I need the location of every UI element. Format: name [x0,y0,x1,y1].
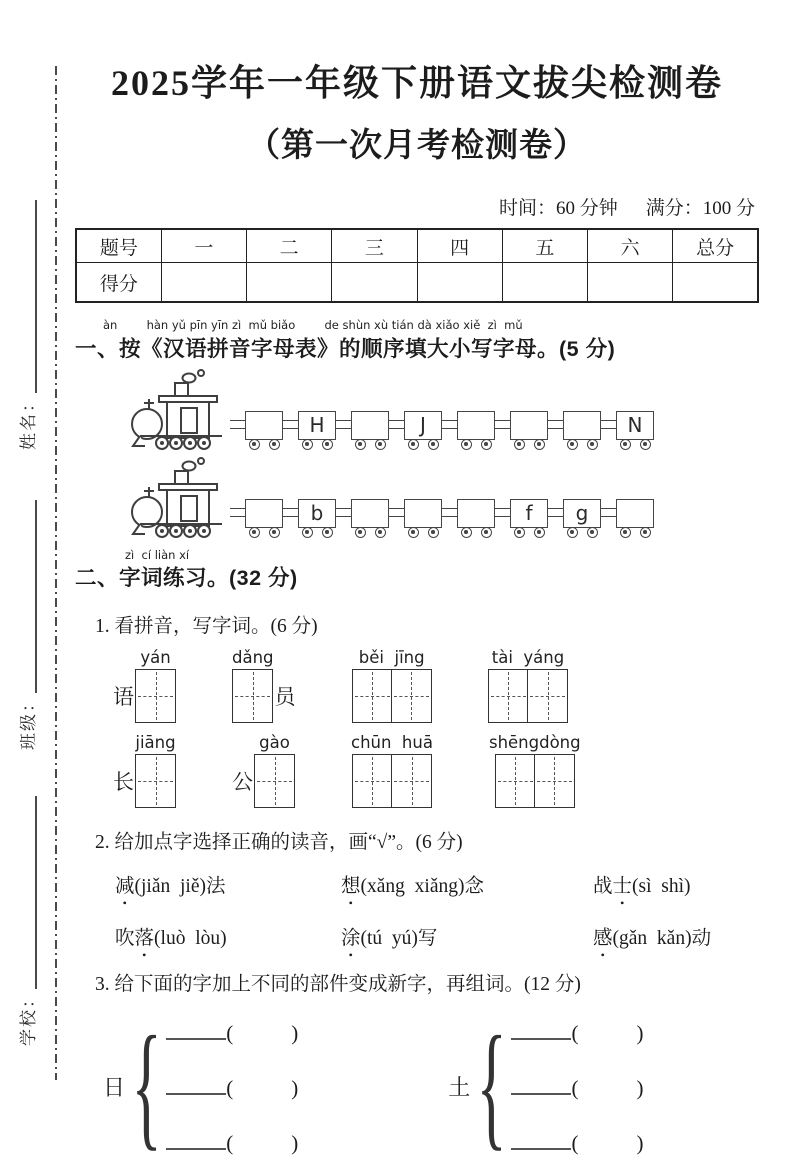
train-car [563,499,601,539]
student-school-field [14,761,39,1046]
school-label: 学校： [19,989,38,1046]
score-table-header: 一 [161,229,246,263]
paren-open: ( [226,1020,234,1045]
score-table [75,228,759,303]
section-2-title: 二、字词练习。(32 分) [75,566,298,591]
paren-close: ) [636,1020,644,1045]
letter-given-box: f [510,499,548,528]
pronunciation-options[interactable]: (gǎn kǎn) [612,928,692,950]
train-coupler [601,420,616,429]
train-coupler [548,420,563,429]
pinyin-label: gào [259,733,290,753]
hanzi-writing-box[interactable] [352,754,393,808]
q3-answer-row [166,1072,298,1101]
q2-item [115,870,341,898]
score-cell[interactable] [332,263,417,303]
train-car [298,411,336,451]
q2-item [115,922,341,950]
train-coupler [495,508,510,517]
car-wheels [567,527,598,539]
train-coupler [601,508,616,517]
train-lowercase [130,455,759,539]
q1-item [489,733,581,808]
train-coupler [389,420,404,429]
train-coupler [336,420,351,429]
score-table-header: 五 [502,229,587,263]
dotted-char: 想 [341,876,361,898]
brace-glyph: { [476,1008,507,1163]
car-wheels [302,527,333,539]
paren-close: ) [636,1130,644,1155]
score-cell[interactable] [588,263,673,303]
paren-open: ( [226,1130,234,1155]
letter-given-box: b [298,499,336,528]
score-table-header: 总分 [673,229,758,263]
given-char: 公 [232,769,253,794]
pinyin-label: chūn huā [351,733,433,753]
train-coupler [389,508,404,517]
hanzi-writing-box[interactable] [135,669,176,723]
hanzi-writing-box[interactable] [534,754,575,808]
q1-row-1 [113,648,759,723]
given-char: 语 [113,684,134,709]
new-char-blank[interactable] [166,1127,226,1150]
paren-close: ) [636,1075,644,1100]
pronunciation-options[interactable]: (sì shì) [632,876,691,898]
word-part: 法 [205,876,226,898]
train-coupler [230,508,245,517]
time-limit: 时间：60 分钟 [498,198,618,219]
word-part: 吹 [115,928,135,950]
q3-answer-row [166,1017,298,1046]
q3-answer-row [511,1072,643,1101]
pinyin-label: shēngdòng [488,733,581,753]
brace-glyph: { [131,1008,162,1163]
section-2-heading [75,549,759,593]
school-blank-line[interactable] [20,796,37,989]
pronunciation-options[interactable]: (luò lòu) [154,928,227,950]
score-table-header: 六 [588,229,673,263]
paren-open: ( [571,1130,579,1155]
car-wheels [514,439,545,451]
train-car [351,499,389,539]
hanzi-writing-box[interactable] [495,754,536,808]
pinyin-label: jiāng [135,733,176,753]
train-car [510,499,548,539]
locomotive-icon [130,369,230,451]
q3-groups [103,1008,759,1163]
letter-answer-box[interactable] [616,499,654,528]
letter-given-box: N [616,411,654,440]
car-wheels [249,439,280,451]
score-table-header: 四 [417,229,502,263]
word-part: 写 [417,928,438,950]
word-part: 念 [464,876,484,898]
question-1-title: 1. 看拼音，写字词。(6 分) [95,616,318,638]
train-car [457,499,495,539]
train-car [457,411,495,451]
paren-close: ) [291,1020,299,1045]
q3-group-ri [103,1008,299,1163]
new-char-blank[interactable] [511,1072,571,1095]
letter-given-box: g [563,499,601,528]
full-score: 满分：100 分 [645,198,755,219]
paren-close: ) [291,1075,299,1100]
dotted-char: 落 [134,928,155,950]
q1-item [351,733,433,808]
letter-answer-box[interactable] [245,411,283,440]
car-wheels [408,527,439,539]
score-cell[interactable] [417,263,502,303]
letter-answer-box[interactable] [457,411,495,440]
score-cell[interactable] [673,263,758,303]
train-car [245,411,283,451]
q1-item [113,648,176,723]
hanzi-writing-box[interactable] [135,754,176,808]
q1-item [232,733,295,808]
paren-open: ( [571,1075,579,1100]
train-car [510,411,548,451]
hanzi-writing-box[interactable] [391,754,432,808]
page-subtitle: （第一次月考检测卷） [247,128,587,164]
score-cell[interactable] [502,263,587,303]
section-1-title: 一、按《汉语拼音字母表》的顺序填大小写字母。(5 分) [75,336,616,361]
dotted-char: 感 [593,928,613,950]
car-wheels [249,527,280,539]
score-table-header: 三 [332,229,417,263]
train-car [563,411,601,451]
question-2-title: 2. 给加点字选择正确的读音，画“√”。(6 分) [95,832,463,854]
score-table-fill-row [76,263,758,303]
train-car [616,411,654,451]
score-table-header: 题号 [76,229,161,263]
train-car [404,411,442,451]
section-1-heading [75,319,759,363]
car-wheels [355,439,386,451]
pinyin-label: yán [140,648,171,668]
pronunciation-options[interactable]: (tú yú) [360,928,418,950]
hanzi-writing-box[interactable] [352,669,393,723]
car-wheels [355,527,386,539]
train-coupler [336,508,351,517]
train-coupler [495,420,510,429]
score-table-header-row [76,229,758,263]
dotted-char: 士 [612,876,633,898]
pinyin-label: běi jīng [358,648,425,668]
q1-item [113,733,176,808]
given-char: 员 [274,684,296,709]
q3-answer-row [166,1127,298,1156]
car-wheels [514,527,545,539]
new-char-blank[interactable] [511,1017,571,1040]
name-label: 姓名： [19,393,38,450]
hanzi-writing-box[interactable] [488,669,529,723]
pronunciation-options[interactable]: (jiǎn jiě) [134,876,206,898]
car-wheels [408,439,439,451]
train-coupler [442,420,457,429]
new-char-blank[interactable] [166,1017,226,1040]
exam-meta [75,193,755,220]
q1-item [488,648,568,723]
q2-item [593,870,759,898]
letter-answer-box[interactable] [510,411,548,440]
car-wheels [567,439,598,451]
score-table-header: 二 [247,229,332,263]
letter-answer-box[interactable] [404,499,442,528]
score-cell[interactable] [161,263,246,303]
hanzi-writing-box[interactable] [232,669,273,723]
train-coupler [548,508,563,517]
train-coupler [283,508,298,517]
score-row-label: 得分 [76,263,161,303]
paren-open: ( [226,1075,234,1100]
pinyin-label: dǎng [232,648,274,668]
car-wheels [620,439,651,451]
class-label: 班级： [19,693,38,750]
pinyin-label: tài yáng [491,648,565,668]
q2-item [341,870,593,898]
dotted-char: 减 [115,876,135,898]
name-blank-line[interactable] [20,200,37,393]
word-part: 动 [691,928,712,950]
train-uppercase [130,367,759,451]
train-car [616,499,654,539]
paren-open: ( [571,1020,579,1045]
letter-given-box: J [404,411,442,440]
q3-group-tu [448,1008,644,1163]
student-class-field [14,465,39,750]
q2-item [593,922,759,950]
q3-answer-row [511,1017,643,1046]
q1-item [232,648,296,723]
car-wheels [461,439,492,451]
train-coupler [442,508,457,517]
pronunciation-options[interactable]: (xǎng xiǎng) [360,876,465,898]
score-cell[interactable] [247,263,332,303]
letter-answer-box[interactable] [245,499,283,528]
car-wheels [620,527,651,539]
locomotive-icon [130,457,230,539]
train-car [298,499,336,539]
hanzi-writing-box[interactable] [391,669,432,723]
car-wheels [302,439,333,451]
q1-row-2 [113,733,759,808]
base-char: 日 [103,1074,126,1100]
train-coupler [283,420,298,429]
q1-item [352,648,432,723]
train-coupler [230,420,245,429]
train-car [351,411,389,451]
q3-answer-row [511,1127,643,1156]
letter-answer-box[interactable] [563,411,601,440]
class-blank-line[interactable] [20,500,37,693]
new-char-blank[interactable] [511,1127,571,1150]
page-title: 2025学年一年级下册语文拔尖检测卷 [110,63,723,103]
letter-answer-box[interactable] [457,499,495,528]
binding-dashdot-line [55,66,57,1080]
word-part: 战 [593,876,613,898]
train-car [245,499,283,539]
student-name-field [14,165,39,450]
section-1-pinyin: àn hàn yǔ pīn yīn zì mǔ biǎo de shùn xù tián dà xiǎo xiě zì mǔ [103,318,523,332]
train-car [404,499,442,539]
q2-item [341,922,593,950]
letter-answer-box[interactable] [351,411,389,440]
car-wheels [461,527,492,539]
base-char: 土 [448,1074,471,1100]
hanzi-writing-box[interactable] [527,669,568,723]
dotted-char: 涂 [341,928,361,950]
paren-close: ) [291,1130,299,1155]
section-2-pinyin: zì cí liàn xí [125,547,190,562]
given-char: 长 [113,769,134,794]
letter-given-box: H [298,411,336,440]
letter-answer-box[interactable] [351,499,389,528]
question-3-title: 3. 给下面的字加上不同的部件变成新字，再组词。(12 分) [95,974,581,996]
new-char-blank[interactable] [166,1072,226,1095]
q2-grid [115,870,759,950]
hanzi-writing-box[interactable] [254,754,295,808]
